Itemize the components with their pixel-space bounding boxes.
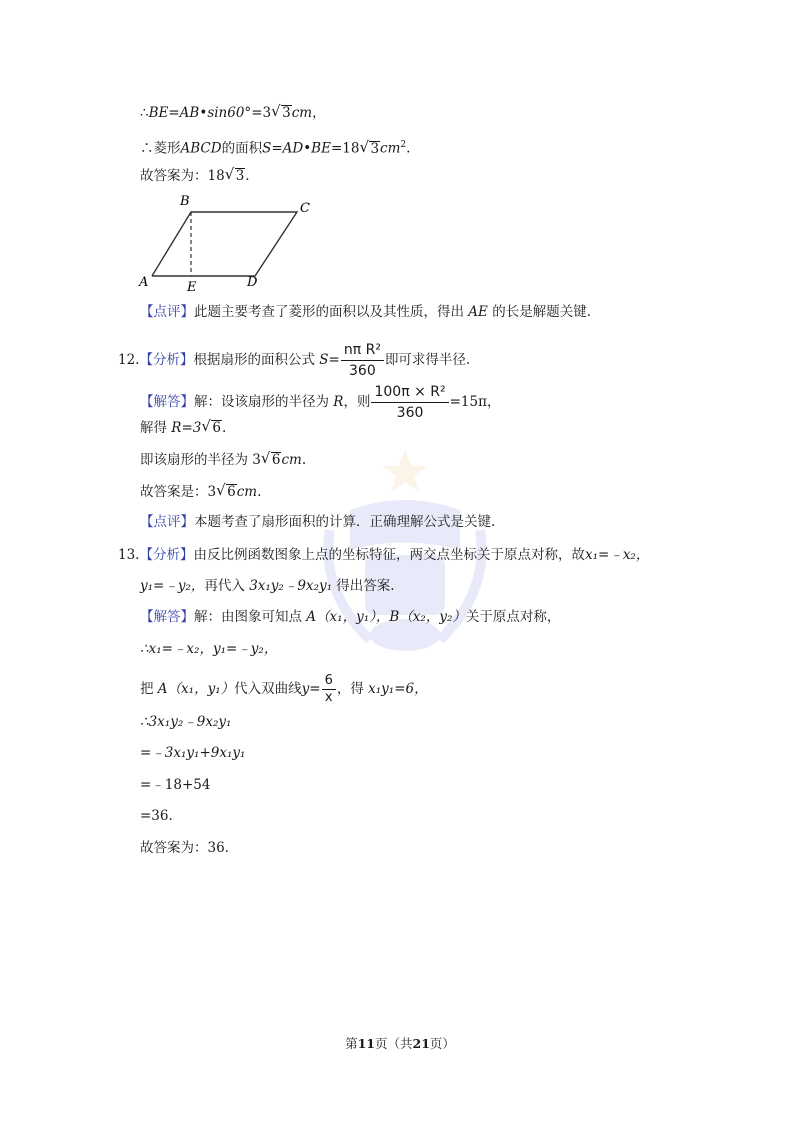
q13-answer-line-6: =﹣18+54 [140, 777, 211, 793]
label-b: B [180, 194, 190, 209]
proof-line-2: ∴菱形ABCD的面积S=AD•BE=18√ $3cm^2$. [140, 135, 410, 159]
proof-line-3: 故答案为：18√ 3. [140, 166, 250, 186]
q12-solve: 解得 R=3√ 6. [140, 418, 226, 438]
q13-analysis-line-2: y₁=﹣y₂，再代入 3x₁y₂﹣9x₂y₁ 得出答案. [140, 578, 395, 594]
q13-answer-line-7: =36. [140, 808, 173, 824]
q13-final: 故答案为：36. [140, 840, 229, 856]
q13-answer-line-1: 【解答】解：由图象可知点 A（x₁，y₁），B（x₂，y₂）关于原点对称， [140, 609, 561, 625]
q11-comment: 【点评】此题主要考查了菱形的面积以及其性质，得出 AE 的长是解题关键. [140, 304, 591, 320]
label-e: E [187, 280, 197, 295]
q12-radius: 即该扇形的半径为 3√ 6cm. [140, 450, 306, 470]
q12-final: 故答案是：3√ 6cm. [140, 482, 261, 502]
q12-analysis: 12.【分析】根据扇形的面积公式 S= $\frac{\text{nπ R²}}{360}$ 即可求得半径. [118, 342, 471, 379]
proof-line-1: ∴BE=AB•sin60°=3√ 3cm， [140, 103, 326, 123]
label-c: C [300, 201, 310, 216]
rhombus-figure [135, 190, 325, 295]
label-a: A [139, 275, 149, 290]
q12-answer: 【解答】解：设该扇形的半径为 R，则 $\frac{\text{100π × R²}}{360}$ =15π， [140, 384, 501, 421]
q13-answer-line-5: =﹣3x₁y₁+9x₁y₁ [140, 745, 246, 761]
q12-comment: 【点评】本题考查了扇形面积的计算．正确理解公式是关键. [140, 514, 496, 530]
label-d: D [247, 275, 258, 290]
rhombus-outline [152, 212, 297, 276]
q13-answer-line-3: 把 A（x₁，y₁）代入双曲线y= $\frac{6}{x}$ ，得 x₁y₁=6， [140, 673, 428, 705]
q13-analysis-line-1: 13.【分析】由反比例函数图象上点的坐标特征，两交点坐标关于原点对称，故x₁=﹣x₂， [118, 547, 650, 563]
q13-answer-line-2: ∴x₁=﹣x₂，y₁=﹣y₂， [140, 641, 278, 657]
q13-answer-line-4: ∴3x₁y₂﹣9x₂y₁ [140, 714, 232, 730]
page-footer: 第11页（共21页） [345, 1036, 455, 1051]
